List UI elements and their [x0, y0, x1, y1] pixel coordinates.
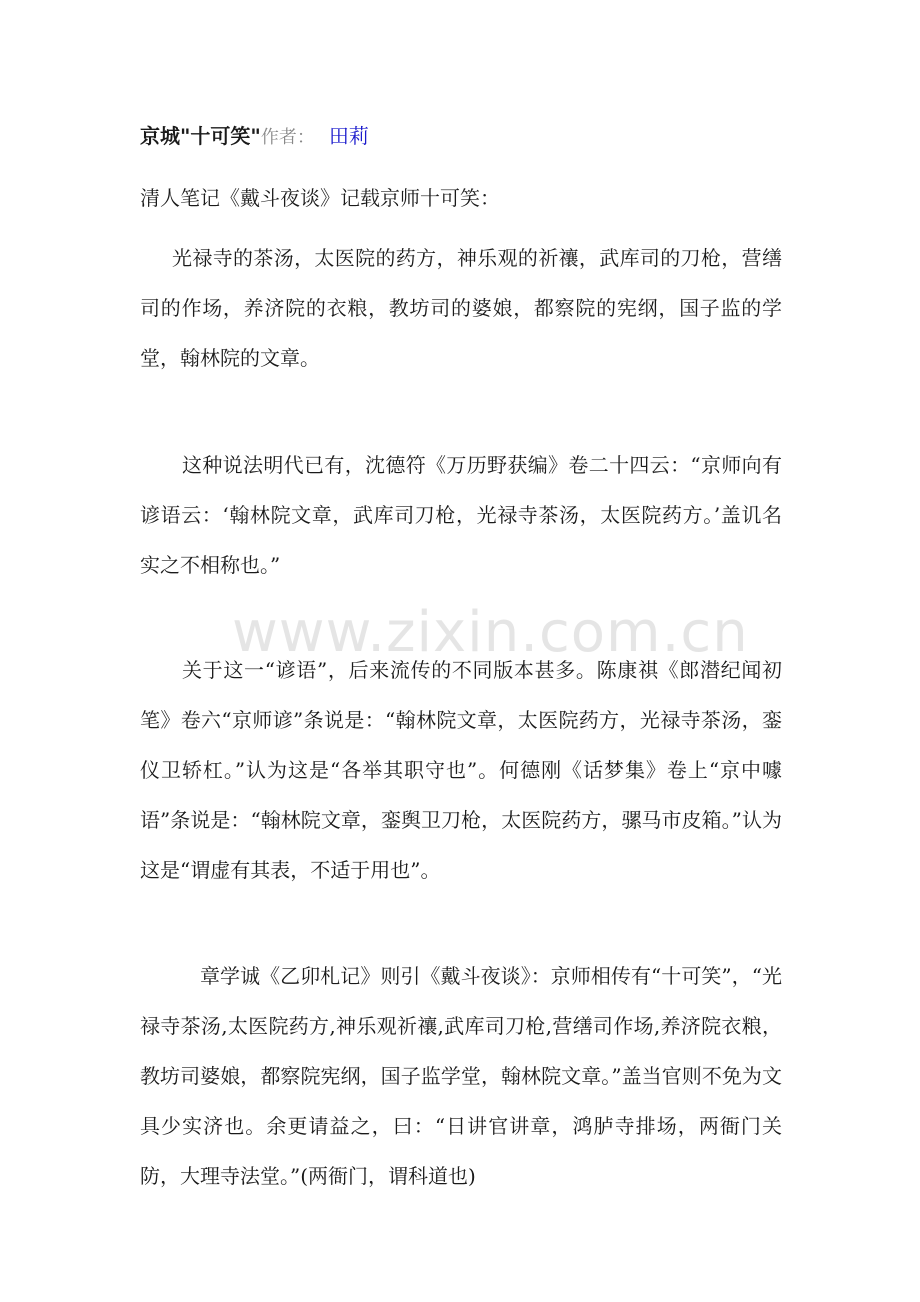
author-name[interactable]: 田莉 [328, 124, 369, 148]
author-label: 作者： [260, 127, 315, 148]
intro-line: 清人笔记《戴斗夜谈》记载京师十可笑： [140, 186, 500, 210]
paragraph-3: 关于这一“谚语”，后来流传的不同版本甚多。陈康祺《郎潜纪闻初笔》卷六“京师谚”条说是：“翰林院文章，太医院药方，光禄寺茶汤，銮仪卫轿杠。”认为这是“各举其职守也”。何德刚《话梦集》卷上“京中噱语”条说是：“翰林院文章，銮舆卫刀枪，太医院药方，骡马市皮箱。”认为这是“谓虚有其表，不适于用也”。 [140, 658, 782, 882]
paragraph-1: 光禄寺的茶汤，太医院的药方，神乐观的祈禳，武库司的刀枪，营缮司的作场，养济院的衣粮，教坊司的婆娘，都察院的宪纲，国子监的学堂，翰林院的文章。 [140, 246, 782, 370]
watermark: www.zixin.com.cn [232, 600, 749, 665]
article-title-line [140, 122, 369, 152]
paragraph-4: 章学诚《乙卯札记》则引《戴斗夜谈》：京师相传有“十可笑”，“光禄寺茶汤,太医院药方,神乐观祈禳,武库司刀枪,营缮司作场,养济院衣粮，教坊司婆娘，都察院宪纲，国子监学堂，翰林院文章。”盖当官则不免为文具少实济也。余更请益之，曰：“日讲官讲章，鸿胪寺排场，两衙门关防，大理寺法堂。”(两衙门，谓科道也) [140, 964, 782, 1188]
article-title: 京城"十可笑" [140, 124, 261, 148]
paragraph-2: 这种说法明代已有，沈德符《万历野获编》卷二十四云：“京师向有谚语云：‘翰林院文章，武库司刀枪，光禄寺茶汤，太医院药方。’盖讥名实之不相称也。” [140, 453, 782, 577]
